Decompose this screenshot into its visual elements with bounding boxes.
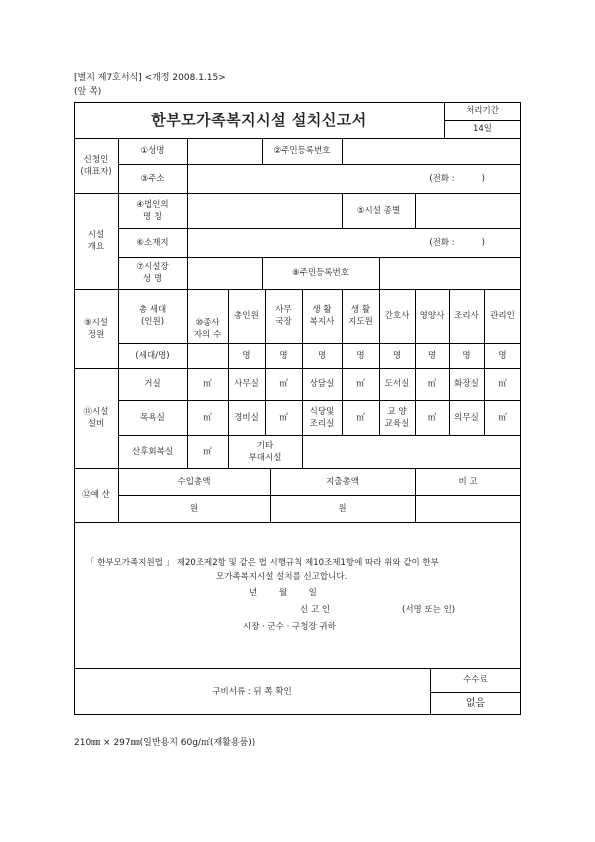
- households-label: 총 세대 (인원): [138, 305, 167, 327]
- facility-head-field[interactable]: [187, 257, 262, 289]
- role-welfare-worker: 생 활 복지사: [309, 305, 335, 327]
- other-facilities-label: 기타 부대시설: [248, 440, 282, 463]
- declaration-text: 「 한부모가족지원법 」 제20조제2항 및 같은 법 시행규칙 제10조제1항에 따라 위와 같이 한부: [86, 558, 439, 568]
- room-library: 도서실: [384, 379, 410, 389]
- address-field[interactable]: (전화 : ): [429, 173, 485, 184]
- head-rrn-label: ⑧주민등록번호: [292, 268, 349, 278]
- remarks-label: 비 고: [458, 476, 478, 487]
- role-total: 총인원: [234, 311, 259, 321]
- fee-value: 없음: [465, 697, 486, 709]
- unit-persons: 명: [392, 350, 402, 361]
- role-life-instructor: 생 활 지도원: [348, 305, 373, 327]
- room-office: 사무실: [234, 379, 259, 389]
- role-secretary-general: 사무 국장: [275, 305, 292, 327]
- room-education: 교 양 교육실: [384, 406, 410, 429]
- room-medical: 의무실: [454, 412, 479, 423]
- income-value[interactable]: 원: [189, 503, 199, 514]
- paper-spec: 210㎜ × 297㎜(일반용지 60g/㎡(재활용품)): [74, 738, 256, 748]
- processing-period-label: 처리기간: [466, 106, 499, 116]
- required-documents: 구비서류 : 뒤 쪽 확인: [212, 686, 292, 697]
- area-unit: ㎡: [203, 412, 212, 423]
- staff-label: ⑩종사 자의 수: [193, 317, 222, 340]
- addressee: 시장 · 군수 · 구청장 귀하: [243, 622, 336, 632]
- unit-persons: 명: [317, 350, 327, 361]
- unit-persons: 명: [427, 350, 437, 361]
- form-reference: [별지 제7호서식] <개정 2008.1.15>: [74, 73, 226, 83]
- area-unit: ㎡: [279, 412, 288, 423]
- capacity-section-label: ⑨시설 정원: [83, 317, 109, 340]
- facility-section-label: 시설 개요: [87, 230, 105, 252]
- room-security: 경비실: [234, 412, 259, 423]
- declarant-label: 신 고 인: [300, 605, 331, 615]
- unit-persons: 명: [498, 350, 507, 361]
- expense-label: 지출총액: [326, 476, 359, 487]
- room-living: 거실: [144, 379, 161, 389]
- declaration-date: 년 월 일: [249, 588, 317, 598]
- declaration-text-cont: 모가족복지시설 설치를 신고합니다.: [216, 572, 348, 582]
- rrn-field[interactable]: [342, 138, 521, 164]
- unit-persons: 명: [242, 350, 251, 361]
- room-restroom: 화장실: [454, 379, 479, 389]
- area-unit: ㎡: [356, 379, 365, 389]
- page-side-label: (앞 쪽): [74, 87, 102, 97]
- rrn-label: ②주민등록번호: [273, 146, 331, 156]
- area-unit: ㎡: [498, 412, 507, 423]
- equipment-section-label: ⑪시설 설비: [83, 407, 109, 429]
- name-field[interactable]: [187, 138, 262, 164]
- facility-type-field[interactable]: [415, 193, 521, 228]
- budget-section-label: ⑫예 산: [82, 490, 110, 500]
- area-unit: ㎡: [498, 379, 507, 389]
- role-nurse: 간호사: [384, 311, 410, 321]
- households-unit: (세대/명): [135, 350, 170, 361]
- unit-persons: 명: [462, 350, 471, 361]
- address-label: ③주소: [140, 173, 165, 184]
- head-rrn-field[interactable]: [379, 257, 521, 289]
- role-nutritionist: 영양사: [419, 311, 445, 321]
- form-title: 한부모가족복지시설 설치신고서: [151, 111, 367, 129]
- name-label: ①성명: [140, 146, 165, 156]
- income-label: 수입총액: [177, 476, 211, 487]
- location-field[interactable]: (전화 : ): [429, 237, 485, 248]
- area-unit: ㎡: [427, 412, 437, 423]
- room-bath: 목욕실: [140, 412, 165, 423]
- expense-value[interactable]: 원: [338, 503, 347, 514]
- role-cook: 조리사: [454, 311, 479, 321]
- role-manager: 관리인: [490, 311, 515, 321]
- corp-name-field[interactable]: [187, 193, 342, 228]
- fee-label: 수수료: [463, 675, 488, 685]
- area-unit: ㎡: [203, 379, 212, 389]
- unit-persons: 명: [279, 350, 288, 361]
- facility-head-label: ⑦시설장 성 명: [136, 262, 169, 284]
- other-facilities-field[interactable]: [302, 435, 521, 468]
- remarks-field[interactable]: [415, 495, 521, 522]
- applicant-section-label: 신청인 (대표자): [80, 154, 112, 177]
- unit-persons: 명: [356, 350, 365, 361]
- room-postpartum: 산후회복실: [131, 446, 174, 457]
- facility-type-label: ⑤시설 종별: [356, 205, 401, 216]
- room-dining-kitchen: 식당및 조리실: [309, 406, 335, 429]
- area-unit: ㎡: [203, 446, 212, 457]
- signature-note: (서명 또는 인): [402, 605, 456, 615]
- processing-period-value: 14일: [472, 124, 493, 134]
- area-unit: ㎡: [279, 379, 288, 389]
- room-counseling: 상담실: [309, 379, 335, 389]
- area-unit: ㎡: [356, 412, 365, 423]
- location-label: ⑥소재지: [136, 237, 169, 248]
- corp-name-label: ④법인의 명 칭: [136, 199, 169, 222]
- area-unit: ㎡: [427, 379, 437, 389]
